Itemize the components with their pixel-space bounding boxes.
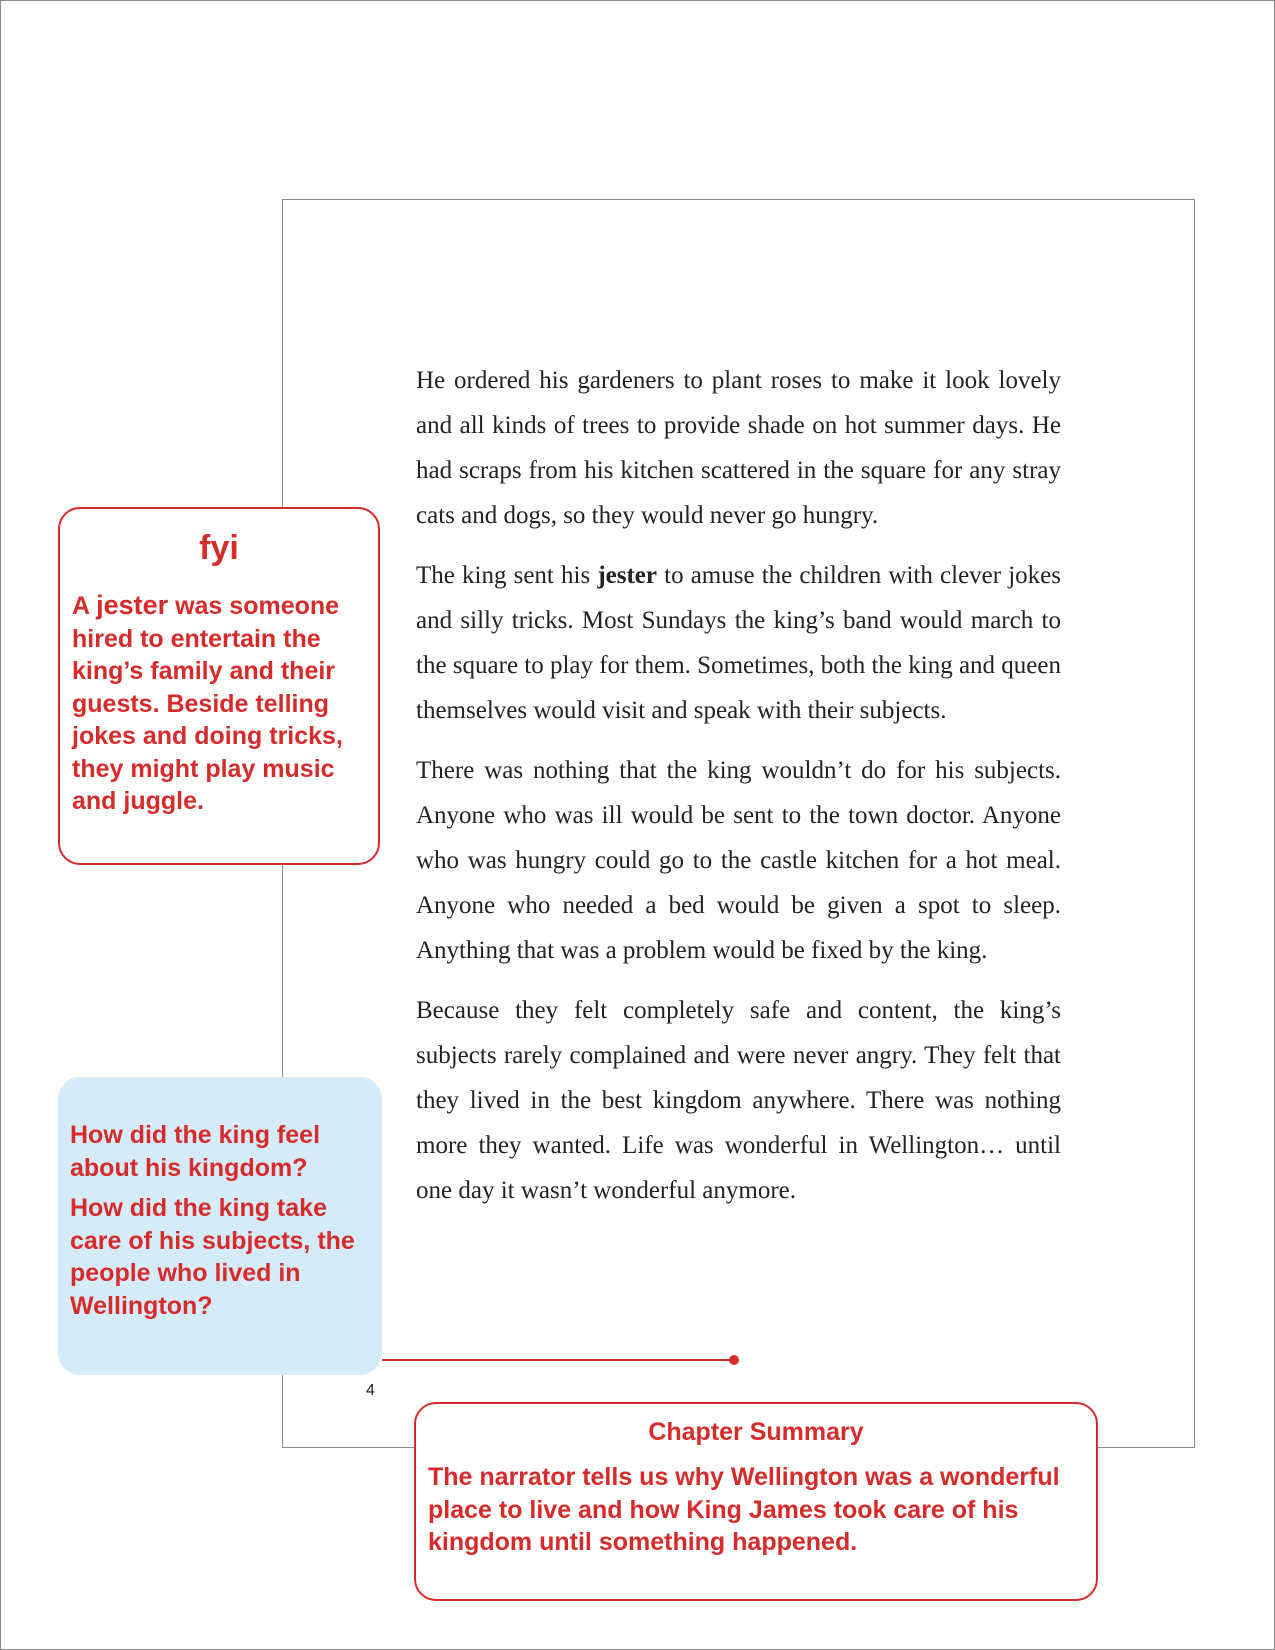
page-number: 4 — [366, 1382, 375, 1399]
story-paragraph-3: There was nothing that the king wouldn’t do for his subjects. Anyone who was ill would be sent to the town doctor. Anyone who was hungry could go to the castle kitchen for a hot meal. Anyone who needed a bed would be given a spot to sleep. Anything that was a problem would be fixed by the king. — [416, 757, 1061, 964]
fyi-lead: A — [72, 592, 97, 620]
fyi-explanation: was someone hired to entertain the king’s family and their guests. Beside telling jokes and doing tricks, they might play music and juggle. — [72, 592, 343, 815]
story-paragraph-4: Because they felt completely safe and content, the king’s subjects rarely complained and were never angry. They felt that they lived in the best kingdom anywhere. There was nothing more they wanted. Life was wonderful in Wellington… until one day it wasn’t wonderful anymore. — [416, 997, 1061, 1204]
paragraph-2-after: to amuse the children with clever jokes and silly tricks. Most Sundays the king’s band would march to the square to play for them. Sometimes, both the king and queen themselves would visit and speak with their subjects. — [416, 562, 1061, 724]
paragraph-2-before: The king sent his — [416, 562, 598, 589]
question-1: How did the king feel about his kingdom? — [70, 1121, 321, 1182]
connector-dot — [729, 1355, 739, 1365]
fyi-title: fyi — [199, 529, 239, 567]
question-2: How did the king take care of his subjects, the people who lived in Wellington? — [70, 1194, 355, 1320]
chapter-summary-text: The narrator tells us why Wellington was a wonderful place to live and how King James took care of his kingdom until something happened. — [428, 1463, 1060, 1556]
chapter-summary-title: Chapter Summary — [648, 1418, 864, 1446]
story-text — [416, 358, 1061, 1228]
fyi-definition — [72, 589, 368, 818]
chapter-summary-box — [414, 1402, 1098, 1601]
vocabulary-term-jester: jester — [597, 562, 657, 589]
fyi-callout — [58, 507, 380, 865]
connector-line — [382, 1359, 734, 1361]
fyi-term: jester — [96, 590, 169, 620]
discussion-questions-box — [58, 1077, 382, 1375]
story-paragraph-2 — [416, 553, 1061, 733]
story-paragraph-1: He ordered his gardeners to plant roses to make it look lovely and all kinds of trees to provide shade on hot summer days. He had scraps from his kitchen scattered in the square for any stray cats and dogs, so they would never go hungry. — [416, 367, 1061, 529]
